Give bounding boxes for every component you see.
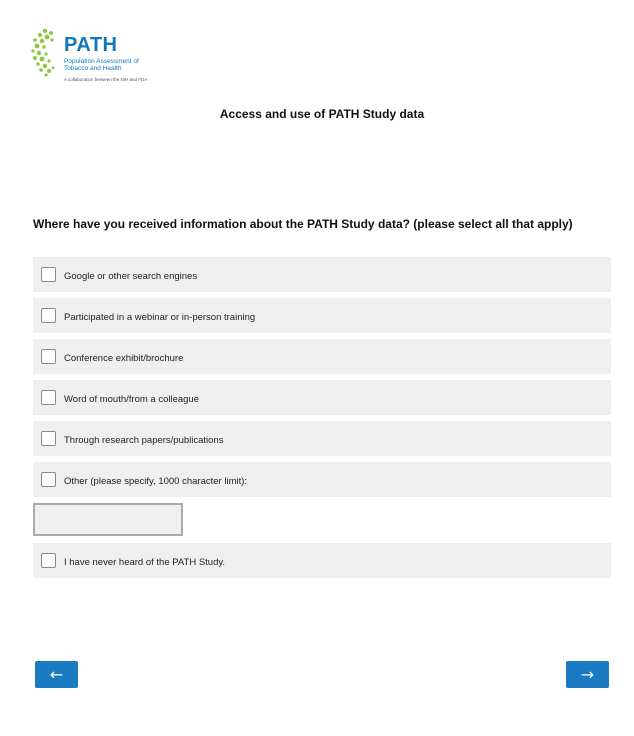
other-specify-input[interactable] (33, 503, 183, 536)
path-dots-icon (31, 28, 63, 78)
option-webinar[interactable] (33, 298, 611, 333)
next-button[interactable]: → (566, 661, 609, 688)
option-conference[interactable] (33, 339, 611, 374)
options-list (33, 257, 611, 584)
checkbox[interactable] (41, 553, 56, 568)
checkbox[interactable] (41, 267, 56, 282)
question-text: Where have you received information about the PATH Study data? (please select all that apply) (33, 217, 573, 231)
option-label: I have never heard of the PATH Study. (64, 556, 226, 568)
back-button[interactable]: ← (35, 661, 78, 688)
path-logo (31, 28, 151, 86)
option-research-papers[interactable] (33, 421, 611, 456)
logo-subtitle: Population Assessment of Tobacco and Health (64, 58, 139, 72)
option-label: Through research papers/publications (64, 434, 224, 446)
checkbox[interactable] (41, 472, 56, 487)
checkbox[interactable] (41, 390, 56, 405)
logo-tagline: A collaboration between the NIH and FDA (64, 77, 148, 82)
checkbox[interactable] (41, 431, 56, 446)
option-google[interactable] (33, 257, 611, 292)
page-title: Access and use of PATH Study data (219, 107, 425, 121)
logo-title: PATH (64, 34, 118, 56)
option-label: Google or other search engines (64, 270, 198, 282)
checkbox[interactable] (41, 349, 56, 364)
option-word-of-mouth[interactable] (33, 380, 611, 415)
checkbox[interactable] (41, 308, 56, 323)
option-label: Word of mouth/from a colleague (64, 393, 200, 405)
option-label: Conference exhibit/brochure (64, 352, 184, 364)
option-label: Participated in a webinar or in-person training (64, 311, 256, 323)
option-other[interactable] (33, 462, 611, 497)
option-label: Other (please specify, 1000 character limit): (64, 475, 248, 487)
option-never-heard[interactable] (33, 543, 611, 578)
